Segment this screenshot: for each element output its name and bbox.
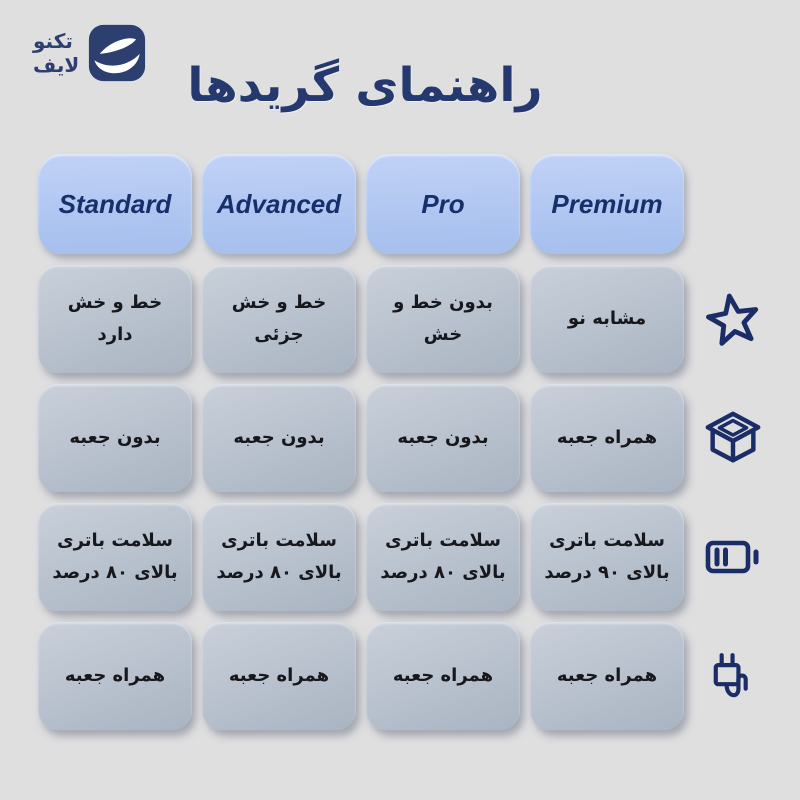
page-title: راهنمای گریدها [187,58,543,113]
grid-cell: بدون جعبه [38,384,192,492]
column-header-standard: Standard [38,154,192,254]
box-icon [702,407,764,469]
row-icon-cell [694,622,772,730]
grid-cell: بدون جعبه [202,384,356,492]
grid-cell: بدون جعبه [366,384,520,492]
star-icon [702,288,764,350]
grid-cell: بدون خط و خش [366,265,520,373]
row-icon-cell [694,265,772,373]
grid-cell: خط و خش جزئی [202,265,356,373]
brand-name-line1: تکنو [33,29,73,53]
grid-cell: مشابه نو [530,265,684,373]
column-header-premium: Premium [530,154,684,254]
grid-cell: خط و خش دارد [38,265,192,373]
grid-cell: همراه جعبه [530,622,684,730]
column-header-advanced: Advanced [202,154,356,254]
grid-cell: همراه جعبه [202,622,356,730]
grid-cell: همراه جعبه [530,384,684,492]
row-icon-cell [694,384,772,492]
grades-table [38,154,772,730]
battery-icon [701,535,765,579]
row-icon-cell [694,503,772,611]
grid-cell: همراه جعبه [38,622,192,730]
grid-cell: سلامت باتری بالای ۸۰ درصد [366,503,520,611]
brand-name-line2: لایف [33,53,80,77]
grid-cell: سلامت باتری بالای ۸۰ درصد [38,503,192,611]
column-header-pro: Pro [366,154,520,254]
grid-cell: سلامت باتری بالای ۸۰ درصد [202,503,356,611]
grid-cell: همراه جعبه [366,622,520,730]
icon-column-spacer [694,154,772,254]
plug-icon [704,647,762,705]
grid-cell: سلامت باتری بالای ۹۰ درصد [530,503,684,611]
